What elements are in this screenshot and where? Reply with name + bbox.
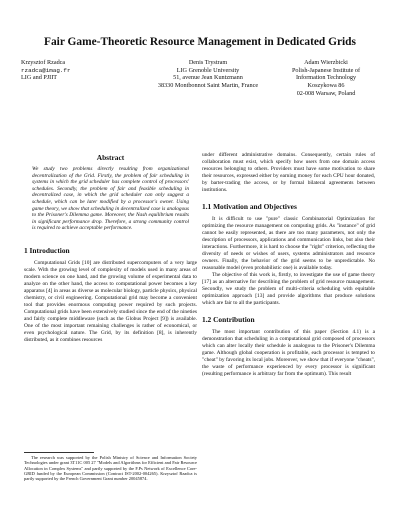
motivation-paragraph-2: The objective of this work is, firstly, to investigate the use of game theory [17] as an alternative for describing the problem of grid resource management. Secondly, we study the problem of multi-criteria scheduling with equitable optimization approach [13] and provide algorithms that produce solutions which are fair to all the participants. <box>202 272 375 306</box>
author-1 <box>21 59 71 82</box>
abstract-text: We study two problems directly resulting from organizational decentralization of the Grid. Firstly, the problem of fair scheduling in systems in which the grid scheduler has complete control of processors' schedules. Secondly, the problem of fair and feasible scheduling in decentralized case, in which the grid scheduler can only suggest a schedule, which can be later modified by a processor's owner. Using game theory, we show that scheduling in decentralized case is analogous to the Prisoner's Dilemma game. Moreover, the Nash equilibrium results in significant performance drop. Therefore, a strong community control is required to achieve acceptable performance. <box>32 166 189 232</box>
left-column <box>24 153 197 344</box>
author-name: Adam Wierzbicki <box>304 59 348 66</box>
author-name: Denis Trystram <box>188 59 228 66</box>
author-affiliation: LIG Grenoble University <box>176 66 240 74</box>
author-block <box>16 59 388 109</box>
footnote-text: The research was supported by the Polish Ministry of Science and Information Society Technologies under grant 3T11C 005 27 "Models and Algorithms for Efficient and Fair Resource Allocation in Complex Systems" and partly supported by the F.Ps Network of Excellence Core-GRID funded by the European Commission (Contract IST-2002-004265). Krzysztof Rzadca is partly supported by the French Government Grant number 20045874. <box>24 455 197 482</box>
author-name: Krzysztof Rzadca <box>21 59 66 66</box>
motivation-heading: 1.1 Motivation and Objectives <box>202 202 297 211</box>
introduction-text: Computational Grids [10] are distributed supercomputers of a very large scale. With the growing level of complexity of models used in many areas of modern science on one hand, and the growing volume of experimental data to analyze on the other hand, the access to computational power becomes a key apparatus [4] in areas as diverse as molecular biology, particle physics, physical chemistry, or civil engineering. Computational grid may become a convenient tool that provides enormous computing power required by such projects. Computational grids have been extensively studied since the end of the nineties and fairly complete middleware (such as the Globus Project [9]) is available. One of the most important remaining challenges is rather of economical, or even psychological nature. The Grid, by its definition [8], is inherently distributed, as it combines resources <box>24 259 197 343</box>
paper-title: Fair Game-Theoretic Resource Management in Dedicated Grids <box>44 36 356 48</box>
author-address-line: Koszykowa 86 <box>307 82 345 90</box>
author-3 <box>254 59 398 98</box>
contribution-text: The most important contribution of this paper (Section 4.1) is a demonstration that scheduling in a computational grid composed of processors which can alter locally their schedule is analogous to the Prisoner's Dilemma game. Although global cooperation is profitable, each processor is tempted to "cheat" by favoring its local jobs. Moreover, we show that if everyone "cheats", the waste of performance experienced by every processor is significant (resulting performance is arbitrary far from the optimum). This result <box>202 329 375 377</box>
motivation-paragraph-1: It is difficult to use "pure" classic Combinatorial Optimization for optimizing the resource management on computing grids. As "instance" of grid cannot be easily represented, as there are too many parameters, not only the description of processors, applications and communication links, but also their interactions. Furthermore, it is hard to choose the "right" criterion, reflecting the diversity of needs or wishes of users, systems administrators and resource owners. Finally, the behavior of the grid seems to be unpredictable. No reasonable model (even probabilistic one) is available today. <box>202 216 375 271</box>
right-column <box>202 152 375 378</box>
contribution-heading: 1.2 Contribution <box>202 315 255 324</box>
introduction-continued-text: under different administrative domains. Consequently, certain rules of collaboration must exist, which specify how users from one domain access resources belonging to others. Providers must have some motivation to share their resources, expressed either by earning money for each CPU hour donated, by barter-trading the access, or by formal bilateral agreements between institutions. <box>202 152 375 193</box>
introduction-heading: 1 Introduction <box>24 245 70 255</box>
abstract-heading: Abstract <box>96 153 125 162</box>
footnote-divider <box>24 452 94 453</box>
author-email[interactable]: rzadca@imag.fr <box>21 66 71 74</box>
author-address-line: 51, avenue Jean Kuntzmann <box>173 74 243 82</box>
author-affiliation: Information Technology <box>295 74 357 82</box>
author-address-line: 38330 Montbonnot Saint Martin, France <box>157 82 259 90</box>
author-affiliation: Polish-Japanese Institute of <box>291 66 361 74</box>
author-affiliation: LIG and PJIIT <box>21 74 58 82</box>
author-address-line: 02-008 Warsaw, Poland <box>296 89 356 97</box>
